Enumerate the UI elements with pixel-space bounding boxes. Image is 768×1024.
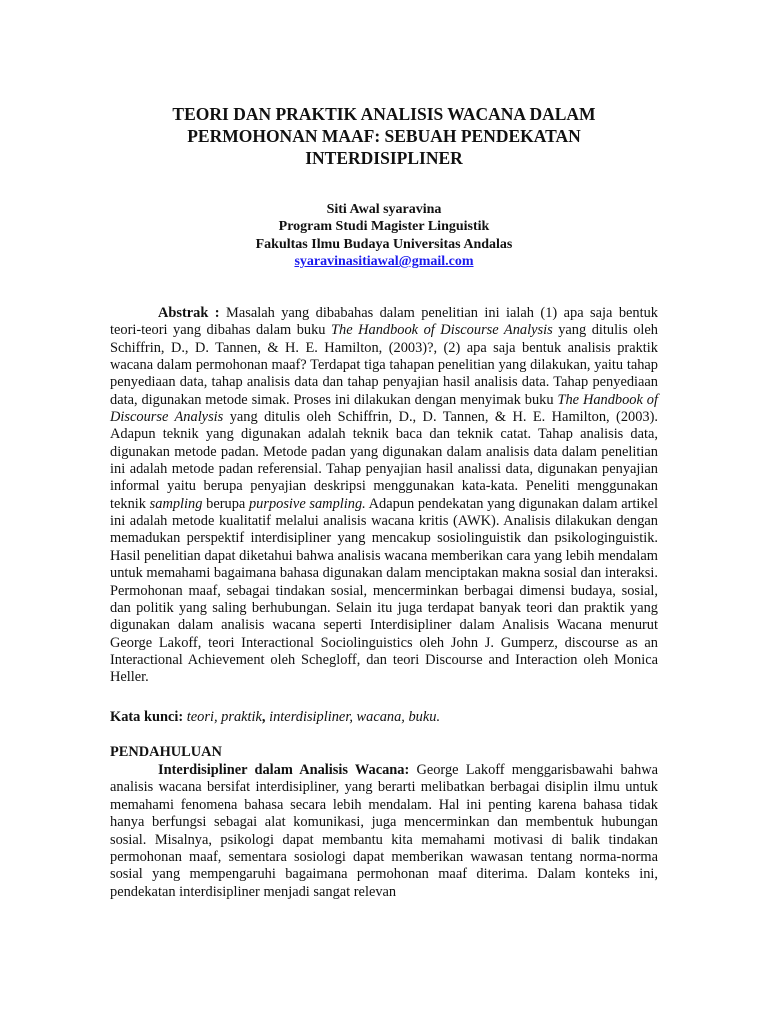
keywords-label: Kata kunci:	[110, 709, 184, 725]
intro-lead: Interdisipliner dalam Analisis Wacana:	[158, 762, 410, 778]
keywords-line	[110, 709, 658, 726]
abstract-term-purposive: purposive sampling.	[248, 495, 366, 512]
author-name: Siti Awal syaravina	[326, 202, 442, 217]
keywords-comma: ,	[261, 709, 266, 725]
intro-body: George Lakoff menggarisbawahi bahwa analisis wacana bersifat interdisipliner, yang berarti melibatkan berbagai disiplin ilmu untuk memahami fenomena bahasa secara lebih mendalam. Hal ini penting karena bahasa tidak hanya berfungsi sebagai alat komunikasi, juga mencerminkan dan membentuk hubungan sosial. Misalnya, psikologi dapat membantu kita memahami motivasi di balik tindakan permohonan maaf, sementara sosiologi dapat memberikan wawasan tentang norma-norma sosial yang mempengaruhi bagaimana permohonan maaf diterima. Dalam konteks ini, pendekatan interdisipliner menjadi sangat relevan	[110, 762, 658, 900]
abstract-book-title-2: The Handbook of Discourse Analysis	[110, 391, 658, 426]
author-block	[108, 201, 660, 271]
paper-title	[108, 103, 660, 169]
abstract-book-title-1: The Handbook of Discourse Analysis	[331, 322, 553, 339]
title-line-1: TEORI DAN PRAKTIK ANALISIS WACANA DALAM	[172, 104, 596, 124]
abstract-text-5: Adapun pendekatan yang digunakan dalam artikel ini adalah metode kualitatif melalui analisis wacana kritis (AWK). Analisis dilakukan dengan memadukan perspektif interdisipliner yang mencakup sosiolinguistik dan psikologinguistik. Hasil penelitian dapat diketahui bahwa analisis wacana memberikan cara yang lebih mendalam untuk memahami bagaimana bahasa digunakan dalam menciptakan makna sosial dan interaksi. Permohonan maaf, sebagai tindakan sosial, mencerminkan berbagai dimensi budaya, sosial, dan politik yang saling berhubungan. Selain itu juga terdapat banyak teori dan praktik yang digunakan dalam analisis wacana seperti Interdisipliner dalam Analisis Wacana menurut George Lakoff, teori Interactional Sociolinguistics oleh John J. Gumperz, discourse as an Interactional Achievement oleh Schegloff, dan teori Discourse and Interaction oleh Monica Heller.	[110, 495, 658, 686]
keywords-part-1: teori, praktik	[183, 709, 262, 725]
abstract-text-4: berupa	[202, 495, 249, 512]
abstract-label: Abstrak :	[158, 305, 220, 321]
abstract-paragraph	[110, 305, 658, 687]
abstract-text-1: Masalah yang dibabahas dalam penelitian ini ialah (1) apa saja bentuk teori-teori yang dibahas dalam buku	[110, 305, 658, 339]
keywords-part-2: interdisipliner, wacana, buku.	[265, 709, 441, 725]
section-heading: PENDAHULUAN	[110, 744, 222, 760]
title-line-3: INTERDISIPLINER	[305, 148, 463, 168]
author-email-link[interactable]: syaravinasitiawal@gmail.com	[294, 254, 474, 270]
abstract-text-3: yang ditulis oleh Schiffrin, D., D. Tannen, & H. E. Hamilton, (2003). Adapun teknik yang digunakan adalah teknik baca dan teknik catat. Tahap analisis data, digunakan metode padan. Metode padan yang digunakan dalam analisis data dalam penelitian ini adalah metode padan referensial. Tahap penyajian hasil analissi data, digunakan penyajian informal yaitu berupa penyajian deskripsi menggunakan kata-kata. Peneliti menggunakan teknik	[110, 409, 658, 512]
abstract-term-sampling: sampling	[149, 495, 203, 512]
title-line-2: PERMOHONAN MAAF: SEBUAH PENDEKATAN	[187, 126, 581, 146]
abstract-text-2: yang ditulis oleh Schiffrin, D., D. Tannen, & H. E. Hamilton, (2003)?, (2) apa saja bentuk analisis praktik wacana dalam permohonan maaf? Terdapat tiga tahapan penelitian yang dilakukan, yaitu tahap penyediaan data, tahap analisis data dan tahap penyajian hasil analisis data. Tahap penyediaan data, digunakan metode simak. Proses ini dilakukan dengan menyimak buku	[110, 322, 658, 408]
author-program: Program Studi Magister Linguistik	[278, 219, 490, 235]
intro-paragraph	[110, 762, 658, 901]
author-faculty: Fakultas Ilmu Budaya Universitas Andalas	[255, 236, 513, 252]
